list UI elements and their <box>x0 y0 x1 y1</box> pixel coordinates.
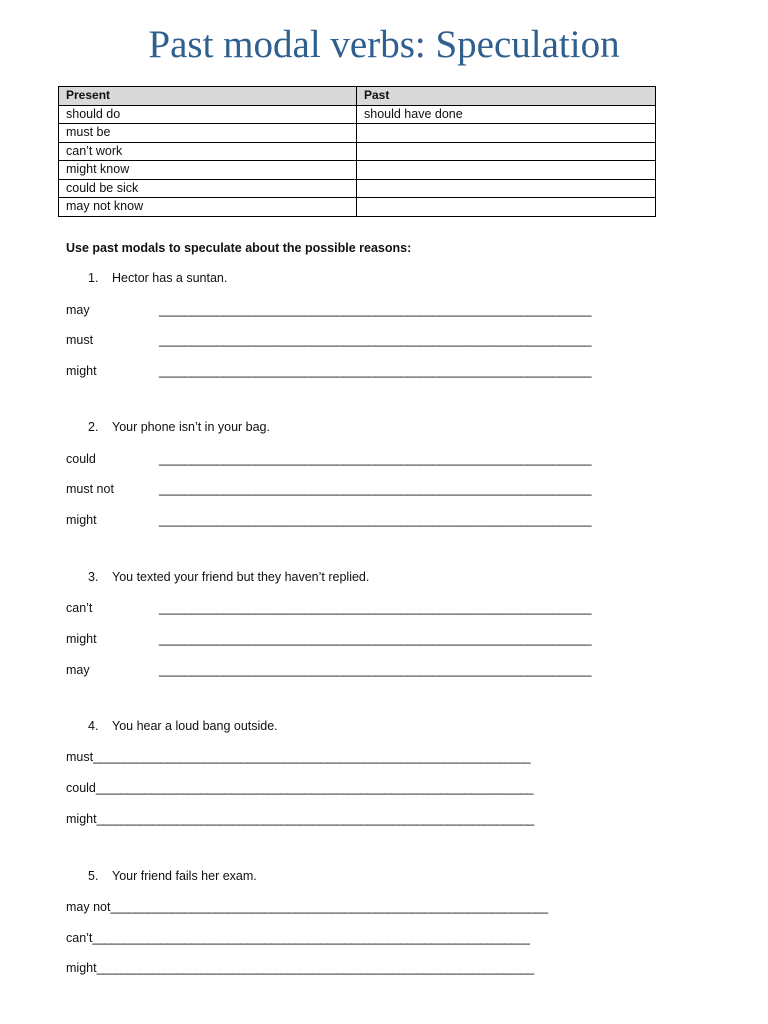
table-row <box>59 179 656 198</box>
answer-line[interactable]: _______________________________________________________________________ <box>96 812 534 826</box>
modal-verbs-table <box>58 86 656 217</box>
answer-line[interactable]: ____________________________________________________________________ <box>159 364 591 378</box>
question-3 <box>88 570 369 584</box>
modal-label: may not <box>66 900 111 914</box>
question-number: 1. <box>88 271 99 285</box>
present-cell: should do <box>59 105 357 124</box>
answer-line[interactable]: ____________________________________________________________________ <box>159 632 591 646</box>
modal-label: can’t <box>66 601 93 615</box>
table-row <box>59 142 656 161</box>
answer-row[interactable] <box>66 961 533 975</box>
modal-label: might <box>66 812 97 826</box>
past-cell[interactable]: should have done <box>357 105 656 124</box>
table-row <box>59 124 656 143</box>
modal-label: may <box>66 663 90 677</box>
table-row <box>59 105 656 124</box>
past-cell[interactable] <box>357 161 656 180</box>
modal-label: might <box>66 961 97 975</box>
answer-row[interactable] <box>66 900 547 914</box>
present-cell: may not know <box>59 198 357 217</box>
modal-label: might <box>66 513 97 527</box>
question-text: Your phone isn’t in your bag. <box>112 420 270 434</box>
question-4 <box>88 719 278 733</box>
question-1 <box>88 271 227 285</box>
present-cell: might know <box>59 161 357 180</box>
modal-label: must not <box>66 482 114 496</box>
answer-line[interactable]: ____________________________________________________________________ <box>159 601 591 615</box>
answer-line[interactable]: _______________________________________________________________________ <box>92 931 530 945</box>
page-title: Past modal verbs: Speculation <box>148 23 620 66</box>
table-row <box>59 161 656 180</box>
question-2 <box>88 420 270 434</box>
header-present: Present <box>59 87 357 106</box>
present-cell: must be <box>59 124 357 143</box>
modal-label: can’t <box>66 931 93 945</box>
past-cell[interactable] <box>357 124 656 143</box>
answer-line[interactable]: ____________________________________________________________________ <box>159 513 591 527</box>
question-number: 4. <box>88 719 99 733</box>
answer-line[interactable]: ____________________________________________________________________ <box>159 663 591 677</box>
answer-line[interactable]: _______________________________________________________________________ <box>93 750 530 764</box>
answer-line[interactable]: ____________________________________________________________________ <box>159 333 591 347</box>
question-text: You hear a loud bang outside. <box>112 719 278 733</box>
answer-row[interactable] <box>66 781 533 795</box>
question-number: 2. <box>88 420 99 434</box>
past-cell[interactable] <box>357 142 656 161</box>
answer-line[interactable]: _______________________________________________________________________ <box>95 781 533 795</box>
instruction-text: Use past modals to speculate about the possible reasons: <box>66 241 412 255</box>
header-past: Past <box>357 87 656 106</box>
present-cell: can’t work <box>59 142 357 161</box>
question-5 <box>88 869 257 883</box>
answer-line[interactable]: _______________________________________________________________________ <box>110 900 548 914</box>
question-text: You texted your friend but they haven’t replied. <box>112 570 370 584</box>
present-cell: could be sick <box>59 179 357 198</box>
question-number: 5. <box>88 869 99 883</box>
table-row <box>59 198 656 217</box>
modal-label: may <box>66 303 90 317</box>
question-number: 3. <box>88 570 99 584</box>
modal-label: must <box>66 750 94 764</box>
modal-label: could <box>66 781 96 795</box>
answer-row[interactable] <box>66 750 530 764</box>
past-cell[interactable] <box>357 198 656 217</box>
answer-line[interactable]: ____________________________________________________________________ <box>159 452 591 466</box>
modal-label: might <box>66 364 97 378</box>
question-text: Your friend fails her exam. <box>112 869 257 883</box>
modal-label: could <box>66 452 96 466</box>
question-text: Hector has a suntan. <box>112 271 228 285</box>
modal-label: might <box>66 632 97 646</box>
modal-label: must <box>66 333 94 347</box>
answer-row[interactable] <box>66 812 533 826</box>
past-cell[interactable] <box>357 179 656 198</box>
answer-row[interactable] <box>66 931 529 945</box>
answer-line[interactable]: ____________________________________________________________________ <box>159 482 591 496</box>
table-header-row <box>59 87 656 106</box>
answer-line[interactable]: _______________________________________________________________________ <box>96 961 534 975</box>
answer-line[interactable]: ____________________________________________________________________ <box>159 303 591 317</box>
